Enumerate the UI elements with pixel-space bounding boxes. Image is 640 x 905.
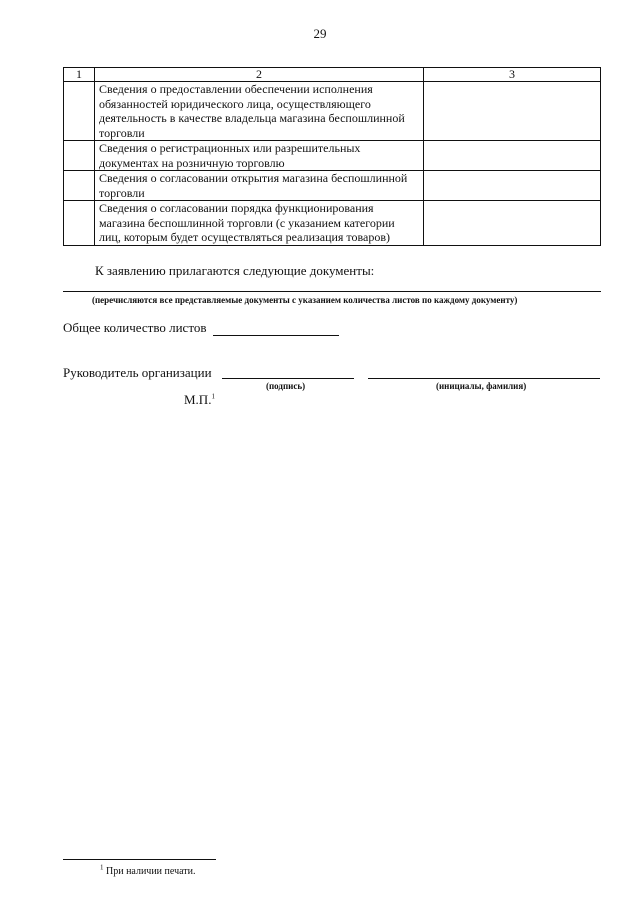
signature-hint: (подпись) [266,381,306,391]
row-number-cell [64,171,95,201]
footnote-mark: 1 [100,863,104,872]
footnote-text: При наличии печати. [106,866,196,877]
name-line [368,378,600,379]
attachments-hint: (перечисляются все представляемые документы с указанием количества листов по каждому документу) [92,295,518,305]
table-row [64,201,601,246]
table-row [64,171,601,201]
row-number-cell [64,82,95,141]
row-text-cell: Сведения о предоставлении обеспечении исполнения обязанностей юридического лица, осуществляющего деятельность в качестве владельца магазина беспошлинной торговли [95,82,424,141]
stamp-label-text: М.П. [184,392,212,407]
table-row [64,82,601,141]
attachments-intro: К заявлению прилагаются следующие документы: [95,263,375,278]
table-header-row [64,68,601,82]
documents-table [63,67,601,246]
stamp-label [184,392,215,408]
row-value-cell [424,82,601,141]
total-sheets-line [213,335,339,336]
attachments-line [63,291,601,292]
row-value-cell [424,201,601,246]
signature-line [222,378,354,379]
footnote [100,863,196,877]
row-text-cell: Сведения о согласовании открытия магазина беспошлинной торговли [95,171,424,201]
table-header-cell: 3 [424,68,601,82]
head-of-organization-label: Руководитель организации [63,365,212,380]
row-number-cell [64,141,95,171]
row-number-cell [64,201,95,246]
stamp-footnote-mark: 1 [211,392,215,401]
page-number: 29 [313,26,327,41]
total-sheets-label: Общее количество листов [63,320,207,335]
name-hint: (инициалы, фамилия) [436,381,527,391]
row-value-cell [424,141,601,171]
row-value-cell [424,171,601,201]
table-row [64,141,601,171]
footnote-separator [63,859,216,860]
table-header-cell: 1 [64,68,95,82]
row-text-cell: Сведения о регистрационных или разрешительных документах на розничную торговлю [95,141,424,171]
table-header-cell: 2 [95,68,424,82]
row-text-cell: Сведения о согласовании порядка функционирования магазина беспошлинной торговли (с указанием категории лиц, которым будет осуществляться реализация товаров) [95,201,424,246]
